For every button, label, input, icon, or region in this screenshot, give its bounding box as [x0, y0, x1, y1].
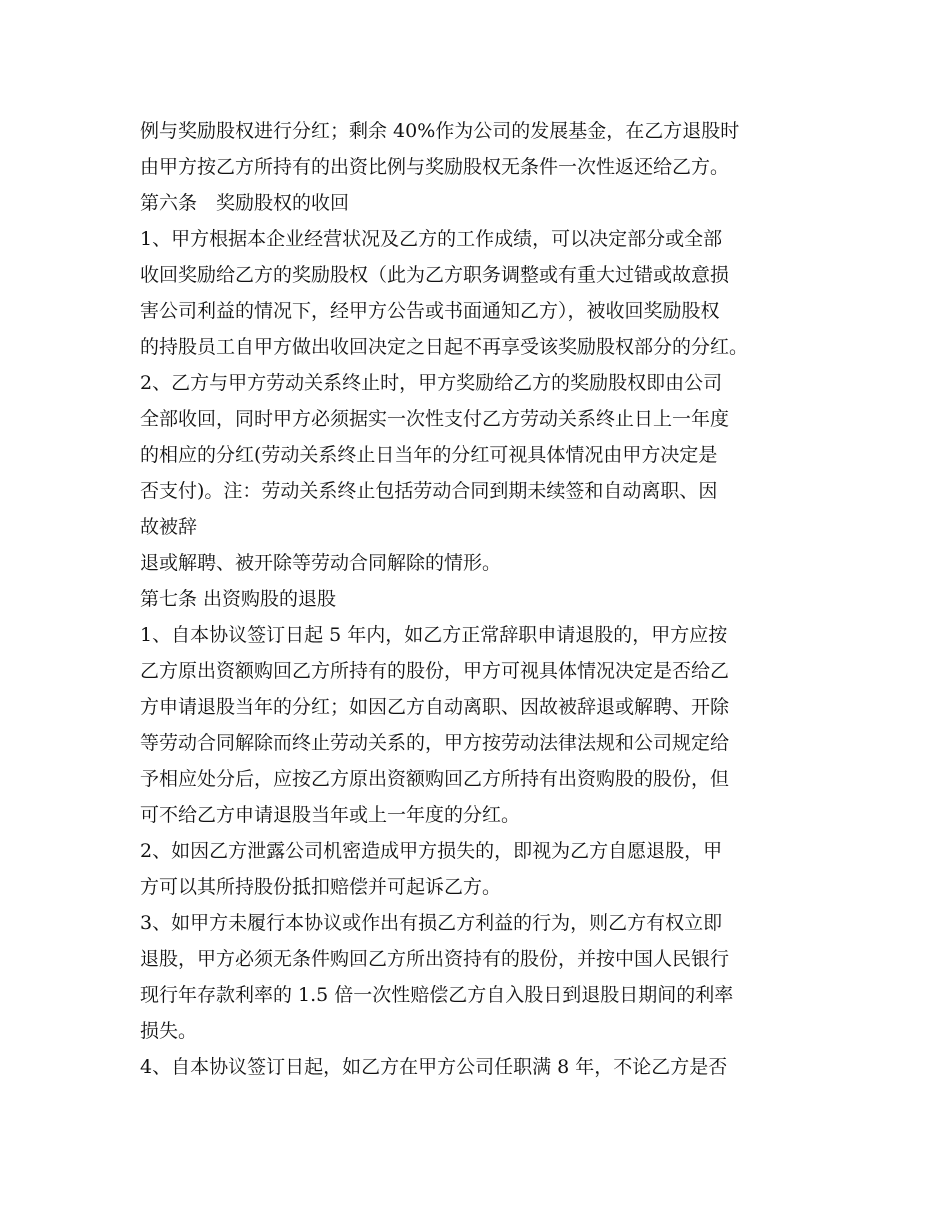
- text-line: 损失。: [140, 1020, 198, 1042]
- text-line: 方申请退股当年的分红；如因乙方自动离职、因故被辞退或解聘、开除: [140, 696, 730, 718]
- text-line: 方可以其所持股份抵扣赔偿并可起诉乙方。: [140, 876, 502, 898]
- text-line: 乙方原出资额购回乙方所持有的股份，甲方可视具体情况决定是否给乙: [140, 660, 730, 682]
- text-line: 退股，甲方必须无条件购回乙方所出资持有的股份，并按中国人民银行: [140, 948, 730, 970]
- document-body: [140, 113, 820, 1085]
- text-line: 收回奖励给乙方的奖励股权（此为乙方职务调整或有重大过错或故意损: [140, 264, 730, 286]
- text-line: 2、如因乙方泄露公司机密造成甲方损失的，即视为乙方自愿退股，甲: [140, 840, 723, 862]
- text-line: 2、乙方与甲方劳动关系终止时，甲方奖励给乙方的奖励股权即由公司: [140, 372, 723, 394]
- text-line: 由甲方按乙方所持有的出资比例与奖励股权无条件一次性返还给乙方。: [140, 156, 730, 178]
- section-heading: 第七条 出资购股的退股: [140, 588, 337, 610]
- text-line: 现行年存款利率的 1.5 倍一次性赔偿乙方自入股日到退股日期间的利率: [140, 984, 734, 1006]
- text-line: 全部收回，同时甲方必须据实一次性支付乙方劳动关系终止日上一年度: [140, 408, 730, 430]
- text-line: 退或解聘、被开除等劳动合同解除的情形。: [140, 552, 502, 574]
- text-line: 4、自本协议签订日起，如乙方在甲方公司任职满 8 年，不论乙方是否: [140, 1056, 728, 1078]
- text-line: 害公司利益的情况下，经甲方公告或书面通知乙方），被收回奖励股权: [140, 300, 720, 322]
- text-line: 1、自本协议签订日起 5 年内，如乙方正常辞职申请退股的，甲方应按: [140, 624, 728, 646]
- text-line: 予相应处分后，应按乙方原出资额购回乙方所持有出资购股的股份，但: [140, 768, 730, 790]
- text-line: 否支付)。注：劳动关系终止包括劳动合同到期未续签和自动离职、因: [140, 480, 718, 502]
- text-line: 的持股员工自甲方做出收回决定之日起不再享受该奖励股权部分的分红。: [140, 336, 749, 358]
- text-line: 故被辞: [140, 516, 198, 538]
- text-line: 3、如甲方未履行本协议或作出有损乙方利益的行为，则乙方有权立即: [140, 912, 723, 934]
- text-line: 的相应的分红(劳动关系终止日当年的分红可视具体情况由甲方决定是: [140, 444, 718, 466]
- text-line: 1、甲方根据本企业经营状况及乙方的工作成绩，可以决定部分或全部: [140, 228, 723, 250]
- text-line: 可不给乙方申请退股当年或上一年度的分红。: [140, 804, 521, 826]
- text-line: 例与奖励股权进行分红；剩余 40%作为公司的发展基金，在乙方退股时: [140, 120, 740, 142]
- text-line: 等劳动合同解除而终止劳动关系的，甲方按劳动法律法规和公司规定给: [140, 732, 730, 754]
- section-heading: 第六条 奖励股权的收回: [140, 192, 350, 214]
